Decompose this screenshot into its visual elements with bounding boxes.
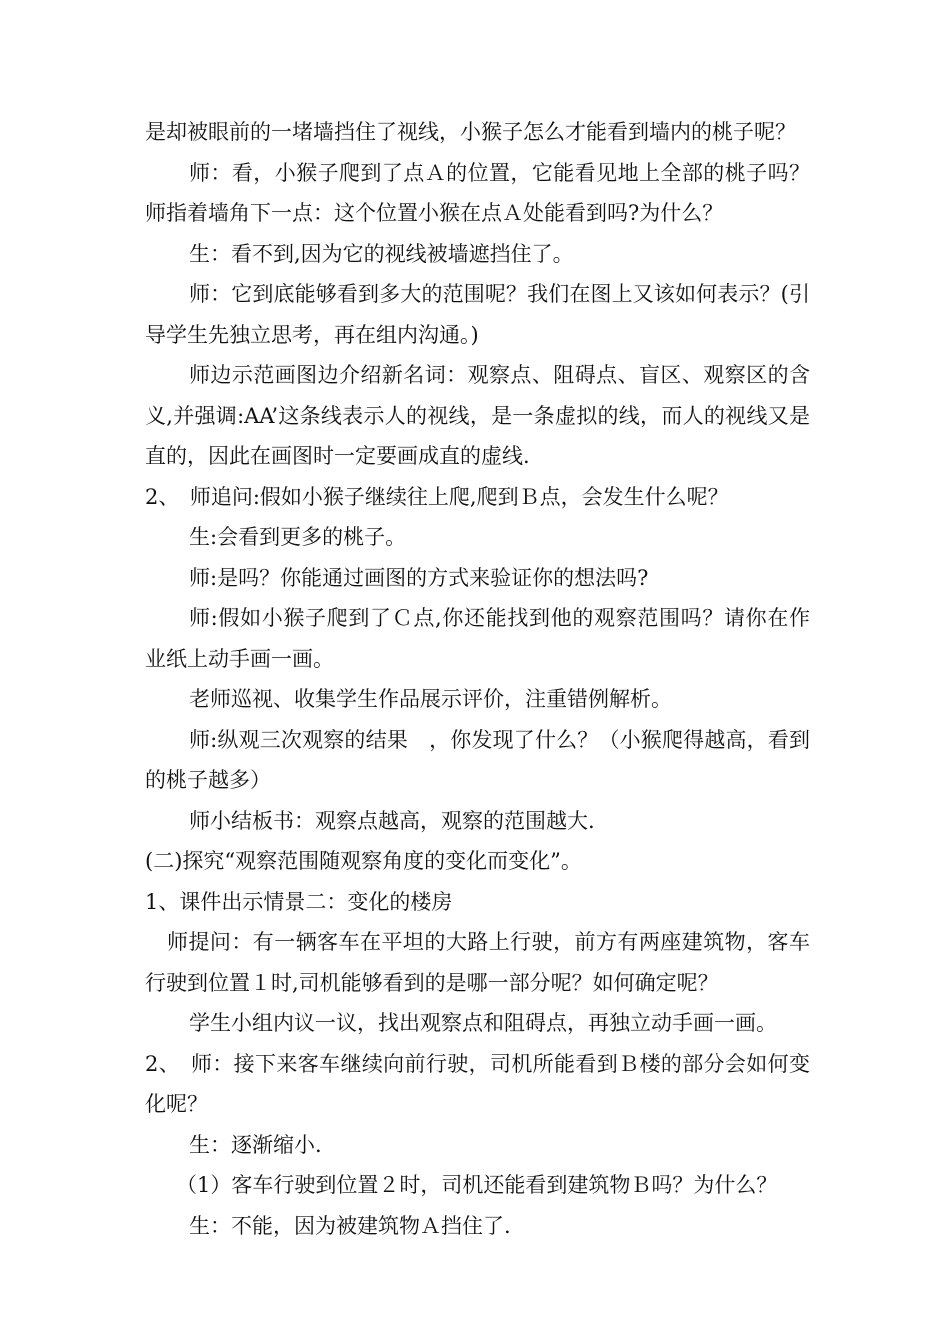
paragraph: 2、 师：接下来客车继续向前行驶，司机所能看到Ｂ楼的部分会如何变化呢？ [145, 1051, 810, 1116]
paragraph: 学生小组内议一议，找出观察点和阻碍点，再独立动手画一画。 [189, 1011, 777, 1035]
paragraph: 师边示范画图边介绍新名词：观察点、阻碍点、盲区、观察区的含义,并强调:AA’这条线表示人的视线，是一条虚拟的线，而人的视线又是直的，因此在画图时一定要画成直的虚线. [145, 363, 810, 468]
paragraph: 1、课件出示情景二：变化的楼房 [145, 889, 453, 914]
paragraph: 生：逐渐缩小. [189, 1132, 322, 1157]
paragraph: 师:假如小猴子爬到了Ｃ点,你还能找到他的观察范围吗？请你在作业纸上动手画一画。 [145, 606, 810, 671]
paragraph: 师:纵观三次观察的结果 ，你发现了什么？（小猴爬得越高，看到的桃子越多） [145, 727, 810, 792]
paragraph: 老师巡视、收集学生作品展示评价，注重错例解析。 [189, 687, 672, 711]
paragraph: 生:会看到更多的桃子。 [189, 525, 407, 549]
paragraph: 师：它到底能够看到多大的范围呢？我们在图上又该如何表示？(引导学生先独立思考，再在组内沟通。) [145, 282, 810, 347]
paragraph: 师提问：有一辆客车在平坦的大路上行驶，前方有两座建筑物，客车行驶到位置１时,司机能够看到的是哪一部分呢？如何确定呢？ [145, 930, 810, 995]
paragraph: （1）客车行驶到位置２时，司机还能看到建筑物Ｂ吗？为什么？ [176, 1173, 778, 1197]
document-body [145, 112, 831, 1246]
paragraph: 师：看，小猴子爬到了点Ａ的位置，它能看见地上全部的桃子吗？ 师指着墙角下一点：这个位置小猴在点Ａ处能看到吗?为什么？ [145, 160, 831, 225]
section-heading: (二)探究“观察范围随观察角度的变化而变化”。 [145, 849, 582, 873]
paragraph: 师:是吗？你能通过画图的方式来验证你的想法吗? [189, 565, 649, 590]
paragraph: 师小结板书：观察点越高，观察的范围越大. [189, 808, 595, 833]
paragraph: 生：看不到,因为它的视线被墙遮挡住了。 [189, 241, 574, 266]
paragraph: 生：不能，因为被建筑物Ａ挡住了. [189, 1213, 511, 1238]
paragraph: 2、 师追问:假如小猴子继续往上爬,爬到Ｂ点，会发生什么呢？ [145, 484, 729, 509]
paragraph: 是却被眼前的一堵墙挡住了视线，小猴子怎么才能看到墙内的桃子呢？ [145, 120, 796, 144]
